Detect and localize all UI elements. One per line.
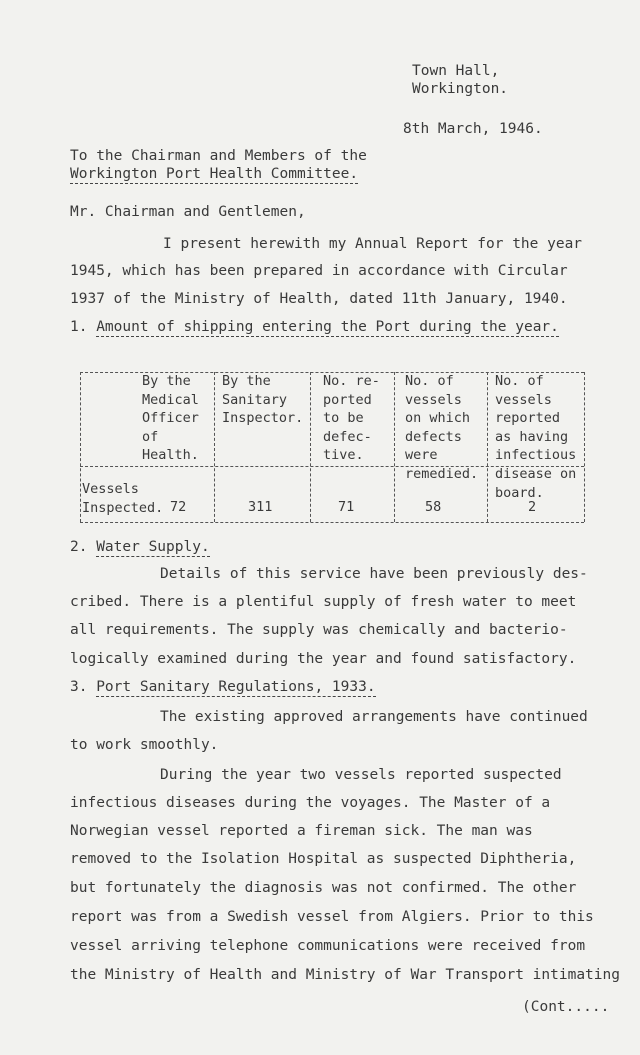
letter-date: 8th March, 1946.	[403, 121, 543, 137]
value-medical-officer: 72	[170, 499, 187, 515]
water-supply-line-4: logically examined during the year and found satisfactory.	[70, 651, 577, 667]
regulations-para-2-line-1: During the year two vessels reported suspected	[160, 767, 562, 783]
section-2-title: Water Supply.	[96, 539, 210, 555]
intro-line-2: 1945, which has been prepared in accordance with Circular	[70, 263, 568, 279]
recipient-line-1: To the Chairman and Members of the	[70, 148, 367, 164]
regulations-para-2-line-7: vessel arriving telephone communications were received from	[70, 938, 586, 954]
header-reported-defective: No. re- ported to be defec- tive.	[323, 373, 380, 464]
header-defects-remedied: No. of vessels on which defects were remedied.	[405, 373, 479, 482]
header-sanitary-inspector: By the Sanitary Inspector.	[222, 373, 304, 427]
header-medical-officer: By the Medical Officer of Health.	[142, 373, 199, 464]
table-bottom-rule	[80, 522, 584, 523]
section-2-number: 2.	[70, 539, 88, 555]
table-left-border	[80, 372, 81, 522]
regulations-para-2-line-4: removed to the Isolation Hospital as suspected Diphtheria,	[70, 851, 577, 867]
regulations-para-2-line-6: report was from a Swedish vessel from Algiers. Prior to this	[70, 909, 594, 925]
section-1-heading	[70, 318, 559, 336]
address-line-2: Workington.	[412, 81, 509, 97]
water-supply-line-2: cribed. There is a plentiful supply of fresh water to meet	[70, 594, 577, 610]
value-reported-defective: 71	[338, 499, 355, 515]
header-infectious-disease: No. of vessels reported as having infectious disease on board.	[495, 373, 577, 501]
continued-marker: (Cont.....	[522, 999, 610, 1015]
regulations-para-1-line-1: The existing approved arrangements have continued	[160, 709, 588, 725]
regulations-para-2-line-8: the Ministry of Health and Ministry of War Transport intimating	[70, 967, 620, 983]
address-line-1: Town Hall,	[412, 63, 500, 79]
table-col-divider	[487, 372, 488, 522]
section-1-title: Amount of shipping entering the Port during the year.	[96, 319, 559, 335]
section-3-heading	[70, 678, 376, 696]
regulations-para-2-line-2: infectious diseases during the voyages. The Master of a	[70, 795, 551, 811]
regulations-para-1-line-2: to work smoothly.	[70, 737, 219, 753]
section-3-number: 3.	[70, 679, 88, 695]
intro-line-3: 1937 of the Ministry of Health, dated 11th January, 1940.	[70, 291, 568, 307]
regulations-para-2-line-5: but fortunately the diagnosis was not confirmed. The other	[70, 880, 577, 896]
value-defects-remedied: 58	[425, 499, 442, 515]
water-supply-line-1: Details of this service have been previously des-	[160, 566, 588, 582]
table-col-divider	[214, 372, 215, 522]
table-col-divider	[394, 372, 395, 522]
recipient-committee: Workington Port Health Committee.	[70, 166, 359, 182]
table-col-divider	[310, 372, 311, 522]
section-2-heading	[70, 538, 210, 556]
regulations-para-2-line-3: Norwegian vessel reported a fireman sick. The man was	[70, 823, 533, 839]
recipient-line-2	[70, 165, 358, 183]
section-3-title: Port Sanitary Regulations, 1933.	[96, 679, 376, 695]
section-1-number: 1.	[70, 319, 88, 335]
table-right-border	[584, 372, 585, 522]
value-infectious-disease: 2	[528, 499, 537, 515]
value-sanitary-inspector: 311	[248, 499, 273, 515]
salutation: Mr. Chairman and Gentlemen,	[70, 204, 306, 220]
intro-line-1: I present herewith my Annual Report for the year	[163, 236, 583, 252]
row-label-vessels-inspected: Vessels Inspected.	[82, 481, 164, 516]
water-supply-line-3: all requirements. The supply was chemically and bacterio-	[70, 622, 568, 638]
